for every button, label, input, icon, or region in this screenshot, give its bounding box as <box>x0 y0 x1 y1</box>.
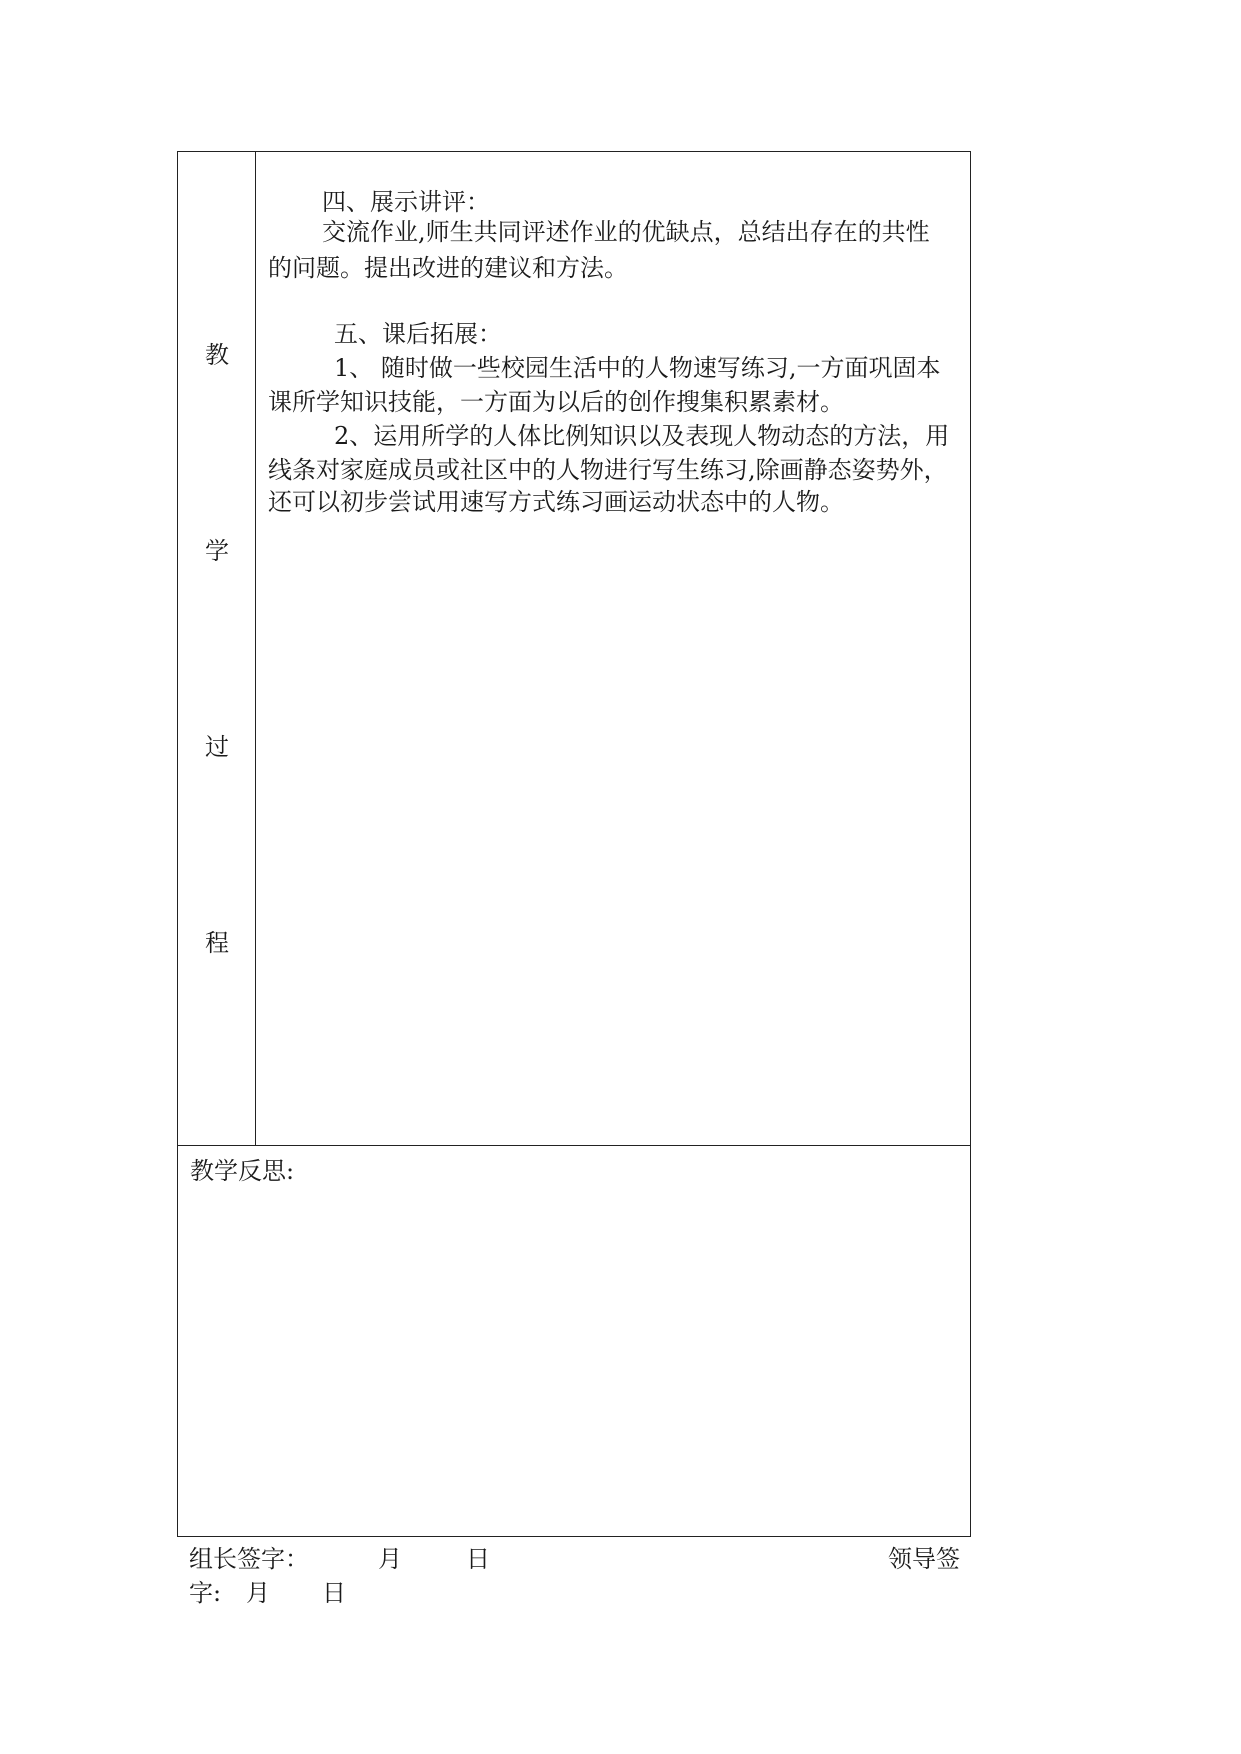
item1-line-1: 1、 随时做一些校园生活中的人物速写练习,一方面巩固本 <box>334 354 941 382</box>
label-char-cheng: 程 <box>205 929 229 957</box>
item2-line-1: 2、运用所学的人体比例知识以及表现人物动态的方法，用 <box>334 422 950 450</box>
teaching-process-label-column <box>178 152 256 1145</box>
teaching-process-content <box>256 152 970 1145</box>
teaching-reflection-label: 教学反思: <box>190 1157 295 1185</box>
label-char-xue: 学 <box>205 537 229 565</box>
footer-month-2: 月 <box>246 1579 270 1607</box>
footer-day-1: 日 <box>466 1545 490 1573</box>
group-leader-sign-label: 组长签字： <box>189 1545 309 1573</box>
section5-heading: 五、课后拓展： <box>334 320 502 348</box>
teaching-reflection-cell <box>178 1146 970 1536</box>
label-char-jiao: 教 <box>205 341 229 369</box>
footer-day-2: 日 <box>322 1579 346 1607</box>
leader-sign-label-start: 领导签 <box>888 1545 960 1573</box>
section4-body-line-2: 的问题。提出改进的建议和方法。 <box>268 254 628 282</box>
item1-line-2: 课所学知识技能，一方面为以后的创作搜集积累素材。 <box>268 388 844 416</box>
lesson-plan-table <box>177 151 971 1537</box>
item2-line-2: 线条对家庭成员或社区中的人物进行写生练习,除画静态姿势外， <box>268 456 948 484</box>
section4-heading: 四、展示讲评： <box>322 188 490 216</box>
section4-body-line-1: 交流作业,师生共同评述作业的优缺点，总结出存在的共性 <box>322 218 930 246</box>
item2-line-3: 还可以初步尝试用速写方式练习画运动状态中的人物。 <box>268 488 844 516</box>
footer-month-1: 月 <box>378 1545 402 1573</box>
label-char-guo: 过 <box>205 733 229 761</box>
leader-sign-label-end: 字: <box>189 1579 222 1607</box>
